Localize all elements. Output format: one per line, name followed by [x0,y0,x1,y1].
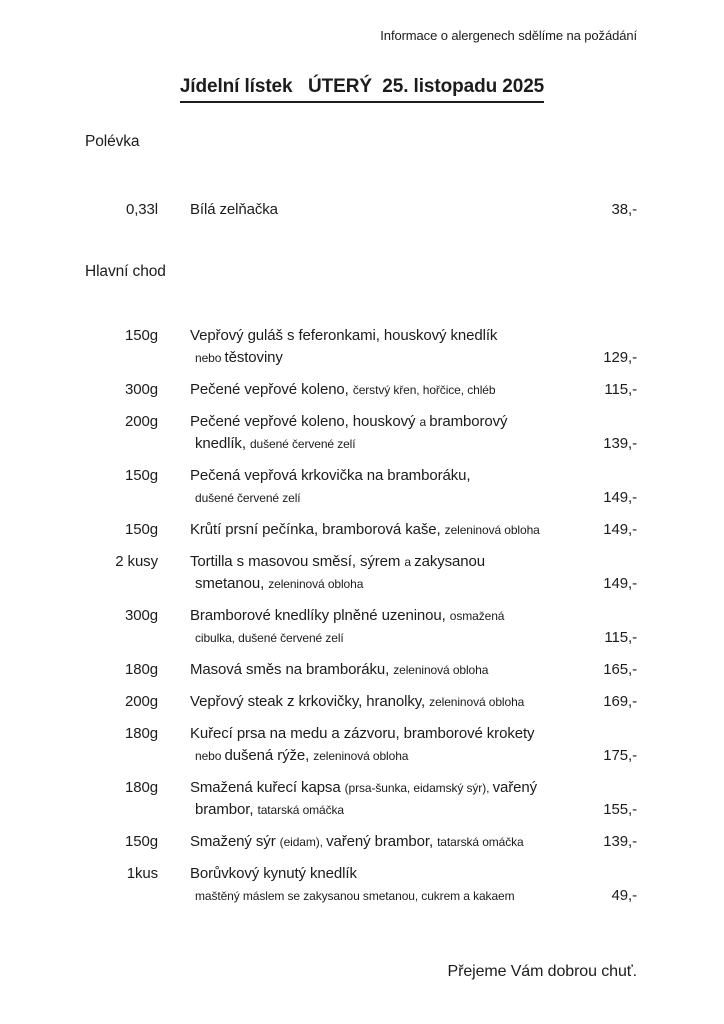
dish-text-segment: Kuřecí prsa na medu a zázvoru, bramborové krokety [190,725,535,742]
section-soup [85,133,637,221]
portion-label: 0,33l [125,201,158,218]
dish-description [190,777,571,821]
dish-line [190,519,571,541]
dish-line [190,379,572,401]
dish-text-segment: tatarská omáčka [437,835,524,849]
portion-label: 1kus [126,865,158,882]
allergen-note: Informace o alergenech sdělíme na požádání [380,28,637,43]
price-label: 175,- [603,747,637,764]
dish-line [190,465,571,487]
main-course-items [85,325,637,907]
dish-description [190,411,571,455]
dish-text-segment: Masová směs na bramboráku, [190,661,394,678]
menu-item-row [85,465,637,509]
dish-text-segment: těstoviny [224,349,283,366]
price-label: 129,- [603,349,637,366]
dish-text-segment: zeleninová obloha [313,749,409,763]
price-label: 149,- [603,575,637,592]
dish-description [190,519,571,541]
menu-item-row [85,411,637,455]
dish-line [190,487,571,509]
portion-label: 200g [125,413,158,430]
dish-line [190,411,571,433]
portion-label: 150g [125,327,158,344]
section-main-course [85,263,637,907]
dish-text-segment: zeleninová obloha [429,695,525,709]
menu-item-row [85,831,637,853]
price-label: 139,- [603,833,637,850]
dish-text-segment: bramborový [429,413,508,430]
dish-text-segment: tatarská omáčka [257,803,345,817]
menu-item-row [85,777,637,821]
dish-text-segment: Smažená kuřecí kapsa [190,779,345,796]
dish-line [190,605,572,627]
page-title: Jídelní lístek ÚTERÝ 25. listopadu 2025 [180,76,544,103]
menu-item-row [85,723,637,767]
dish-description [190,379,572,401]
menu-item-row [85,659,637,681]
footer-message: Přejeme Vám dobrou chuť. [447,963,637,980]
menu-item-row [85,863,637,907]
dish-description [190,659,571,681]
portion-label: 180g [125,725,158,742]
dish-text-segment: Pečené vepřové koleno, houskový [190,413,420,430]
menu-item-row [85,325,637,369]
menu-item-row [85,519,637,541]
dish-text-segment: Vepřový guláš s feferonkami, houskový knedlík [190,327,498,344]
dish-text-segment: dušená rýže, [224,747,314,764]
portion-label: 150g [125,833,158,850]
dish-line [190,627,572,649]
price-label: 149,- [603,489,637,506]
dish-description [190,723,571,767]
dish-text-segment: knedlík, [195,435,250,452]
dish-text-segment: Pečená vepřová krkovička na bramboráku, [190,467,471,484]
dish-text-segment: čerstvý křen, hořčice, chléb [352,383,496,397]
price-label: 115,- [604,381,637,398]
dish-line [190,573,571,595]
dish-text-segment: (eidam), [279,835,327,849]
dish-text-segment: nebo [195,749,225,763]
dish-line [190,723,571,745]
dish-line [190,659,571,681]
menu-item-row [85,199,637,221]
dish-line [190,777,571,799]
dish-text-segment: osmažená [449,609,505,623]
portion-label: 150g [125,467,158,484]
dish-text-segment: nebo [195,351,225,365]
dish-line [190,199,580,221]
dish-text-segment: Smažený sýr [190,833,280,850]
price-label: 165,- [603,661,637,678]
dish-description [190,605,572,649]
portion-label: 180g [125,661,158,678]
dish-description [190,465,571,509]
price-label: 149,- [603,521,637,538]
dish-text-segment: (prsa-šunka, eidamský sýr), [344,781,493,795]
dish-description [190,831,571,853]
dish-text-segment: Bramborové knedlíky plněné uzeninou, [190,607,450,624]
dish-text-segment: Pečené vepřové koleno, [190,381,353,398]
portion-label: 300g [125,381,158,398]
dish-line [190,863,580,885]
dish-description [190,325,571,369]
dish-text-segment: zeleninová obloha [393,663,489,677]
dish-text-segment: zeleninová obloha [444,523,540,537]
price-label: 155,- [603,801,637,818]
dish-text-segment: dušené červené zelí [249,437,356,451]
dish-line [190,799,571,821]
dish-text-segment: cibulka, dušené červené zelí [195,631,344,645]
price-label: 169,- [603,693,637,710]
menu-item-row [85,551,637,595]
dish-line [190,325,571,347]
dish-description [190,551,571,595]
dish-text-segment: Krůtí prsní pečínka, bramborová kaše, [190,521,445,538]
dish-description [190,199,580,221]
dish-line [190,551,571,573]
dish-text-segment: maštěný máslem se zakysanou smetanou, cukrem a kakaem [195,889,515,903]
dish-text-segment: brambor, [195,801,258,818]
dish-line [190,745,571,767]
dish-text-segment: Tortilla s masovou směsí, sýrem [190,553,405,570]
portion-label: 300g [125,607,158,624]
dish-text-segment: a [404,555,415,569]
dish-line [190,691,571,713]
section-heading-main-course: Hlavní chod [85,263,166,280]
price-label: 139,- [603,435,637,452]
menu-item-row [85,379,637,401]
menu-item-row [85,605,637,649]
price-label: 49,- [611,887,637,904]
title-container [0,76,724,103]
portion-label: 200g [125,693,158,710]
price-label: 38,- [611,201,637,218]
dish-line [190,831,571,853]
soup-items [85,199,637,221]
dish-text-segment: dušené červené zelí [195,491,301,505]
section-heading-soup: Polévka [85,133,140,150]
portion-label: 150g [125,521,158,538]
dish-description [190,863,580,907]
dish-text-segment: smetanou, [195,575,269,592]
dish-text-segment: Bílá zelňačka [190,201,278,218]
menu-item-row [85,691,637,713]
dish-text-segment: vařený [492,779,537,796]
dish-text-segment: zeleninová obloha [268,577,364,591]
dish-text-segment: Vepřový steak z krkovičky, hranolky, [190,693,430,710]
dish-line [190,433,571,455]
dish-line [190,885,580,907]
portion-label: 180g [125,779,158,796]
price-label: 115,- [604,629,637,646]
dish-text-segment: a [419,415,430,429]
dish-description [190,691,571,713]
dish-text-segment: vařený brambor, [326,833,438,850]
dish-text-segment: zakysanou [414,553,485,570]
dish-text-segment: Borůvkový kynutý knedlík [190,865,357,882]
dish-line [190,347,571,369]
portion-label: 2 kusy [115,553,158,570]
